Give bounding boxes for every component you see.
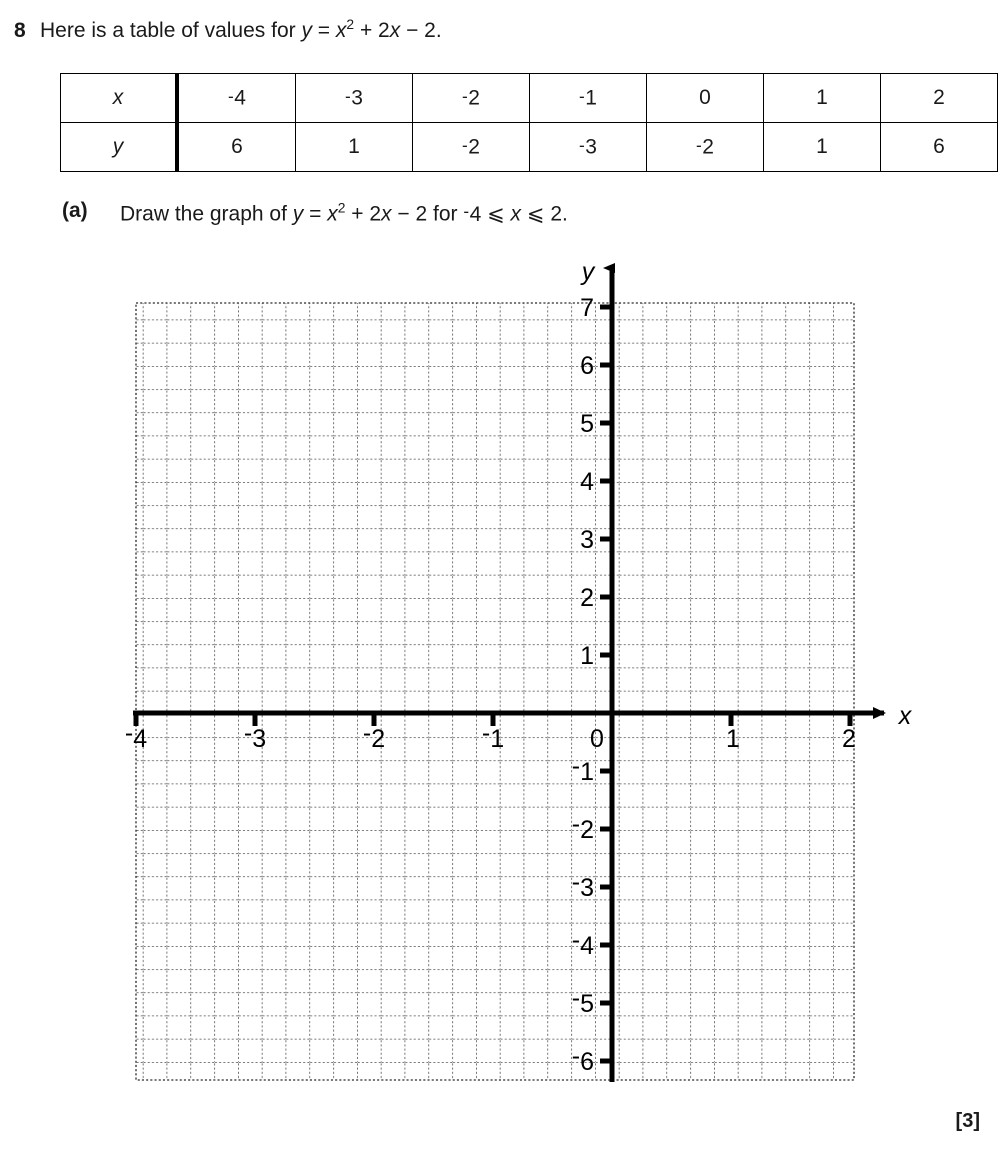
part-a-eq-x-linear: x bbox=[381, 202, 392, 226]
x-tick-label-neg1: -1 bbox=[481, 719, 505, 753]
question-stem-prefix: Here is a table of values for bbox=[40, 19, 302, 42]
table-cell-y-5: -2 bbox=[647, 123, 764, 172]
y-tick-label-neg1: -1 bbox=[571, 752, 594, 786]
table-cell-y-3: -2 bbox=[413, 123, 530, 172]
y-tick-label-3: 3 bbox=[580, 526, 594, 554]
table-cell-x-1: -4 bbox=[177, 74, 296, 123]
table-row-header-x bbox=[61, 74, 178, 123]
part-a-le-2: ⩽ bbox=[521, 202, 551, 226]
part-a-domain-var: x bbox=[510, 202, 522, 226]
y-tick-label-neg6: -6 bbox=[571, 1042, 594, 1076]
minus-sign: - bbox=[579, 134, 585, 155]
table-cell-y-7: 6 bbox=[881, 123, 998, 172]
part-a-eq-y: y bbox=[292, 202, 304, 226]
part-a-eq-equals: = bbox=[303, 202, 328, 226]
grid-region bbox=[136, 303, 854, 1080]
table-cell-x-3: -2 bbox=[413, 74, 530, 123]
minus-sign: - bbox=[345, 85, 351, 106]
part-a-text bbox=[120, 196, 568, 230]
x-axis-label: x bbox=[898, 702, 912, 730]
y-tick-label-neg3: -3 bbox=[571, 868, 594, 902]
x-tick-label-1: 1 bbox=[726, 725, 740, 753]
table-cell-x-6: 1 bbox=[764, 74, 881, 123]
y-tick-label-1: 1 bbox=[580, 642, 594, 670]
question-stem bbox=[40, 16, 442, 46]
values-table bbox=[60, 73, 998, 172]
x-tick-label-2: 2 bbox=[842, 725, 856, 753]
part-a-label: (a) bbox=[62, 199, 88, 222]
y-tick-label-6: 6 bbox=[580, 352, 594, 380]
x-tick-label-neg3: -3 bbox=[243, 719, 267, 753]
minus-sign: - bbox=[462, 134, 468, 155]
y-tick-label-4: 4 bbox=[580, 468, 594, 496]
stem-eq-tail: − 2. bbox=[400, 19, 442, 42]
part-a-eq-plus-two: + 2 bbox=[345, 202, 382, 226]
minus-sign: - bbox=[462, 85, 468, 106]
y-tick-label-neg2: -2 bbox=[571, 810, 594, 844]
table-cell-y-1: 6 bbox=[177, 123, 296, 172]
minus-sign: - bbox=[463, 201, 470, 221]
part-a-domain-low: -4 bbox=[463, 203, 481, 226]
part-a-le-1: ⩽ bbox=[481, 202, 511, 226]
marks-indicator: [3] bbox=[955, 1110, 980, 1132]
stem-eq-equals: = bbox=[311, 19, 336, 42]
y-axis-label: y bbox=[581, 258, 595, 286]
table-row-header-y bbox=[61, 123, 178, 172]
table-cell-y-4: -3 bbox=[530, 123, 647, 172]
coordinate-grid-svg[interactable] bbox=[0, 250, 1000, 1110]
y-tick-label-7: 7 bbox=[580, 294, 594, 322]
row-header-label: y bbox=[112, 135, 124, 158]
part-a bbox=[62, 196, 568, 230]
table-cell-x-2: -3 bbox=[296, 74, 413, 123]
part-a-for: for bbox=[427, 202, 464, 226]
table-row bbox=[61, 123, 998, 172]
y-tick-label-neg5: -5 bbox=[571, 984, 594, 1018]
part-a-eq-exponent: 2 bbox=[337, 199, 346, 216]
y-tick-label-5: 5 bbox=[580, 410, 594, 438]
minus-sign: - bbox=[696, 134, 702, 155]
minus-sign: - bbox=[579, 85, 585, 106]
part-a-domain-high: 2. bbox=[550, 202, 568, 226]
part-a-eq-x: x bbox=[327, 202, 338, 226]
x-tick-label-neg4: -4 bbox=[124, 719, 148, 753]
question-number: 8 bbox=[14, 19, 26, 42]
graph-canvas[interactable] bbox=[0, 250, 1000, 1110]
part-a-eq-minus-two: − 2 bbox=[391, 202, 428, 226]
x-tick-label-neg2: -2 bbox=[362, 719, 386, 753]
minus-sign: - bbox=[228, 85, 234, 106]
stem-eq-x: x bbox=[335, 19, 347, 42]
row-header-label: x bbox=[112, 86, 124, 109]
y-tick-label-neg4: -4 bbox=[571, 926, 594, 960]
stem-eq-y: y bbox=[301, 19, 312, 42]
table-cell-x-5: 0 bbox=[647, 74, 764, 123]
table-cell-y-2: 1 bbox=[296, 123, 413, 172]
question-header bbox=[14, 16, 974, 56]
y-tick-label-2: 2 bbox=[580, 584, 594, 612]
stem-eq-x-linear: x bbox=[389, 19, 401, 42]
table-cell-x-4: -1 bbox=[530, 74, 647, 123]
part-a-instruction: Draw the graph of bbox=[120, 202, 293, 226]
table-row bbox=[61, 74, 998, 123]
origin-label: 0 bbox=[590, 725, 604, 753]
stem-eq-plus-two: + 2 bbox=[354, 19, 390, 42]
table-cell-x-7: 2 bbox=[881, 74, 998, 123]
table-cell-y-6: 1 bbox=[764, 123, 881, 172]
stem-eq-exponent: 2 bbox=[346, 16, 355, 32]
